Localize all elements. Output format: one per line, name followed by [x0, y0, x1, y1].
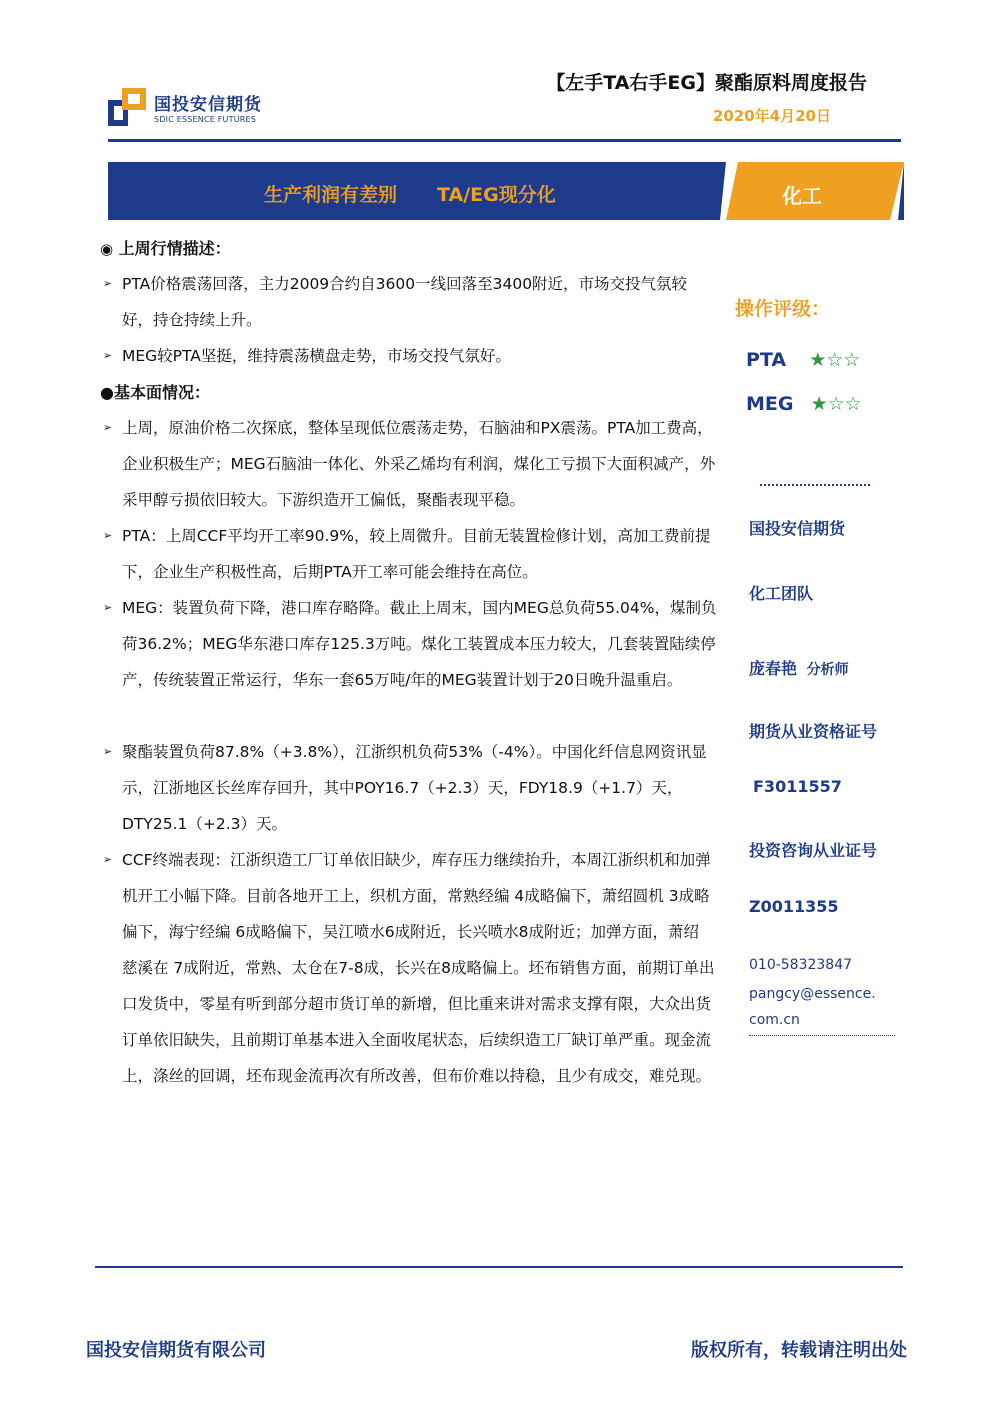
list-item: ➢ MEG较PTA坚挺，维持震荡横盘走势，市场交投气氛好。: [103, 338, 718, 374]
analyst-name: 庞春艳: [749, 659, 798, 678]
arrow-bullet-icon: ➢: [103, 349, 113, 362]
contact-phone: 010-58323847: [749, 957, 853, 973]
rating-row-meg: [746, 393, 862, 415]
sidebar-analyst: [749, 656, 849, 679]
sidebar-bottom-divider: [749, 1035, 895, 1036]
logo-english-name: SDIC ESSENCE FUTURES: [154, 115, 257, 124]
arrow-bullet-icon: ➢: [103, 853, 113, 866]
list-item: ➢ CCF终端表现：江浙织造工厂订单依旧缺少，库存压力继续抬升，本周江浙织机和加弹机开工小幅下降。目前各地开工上，织机方面，常熟经编 4成略偏下，萧绍圆机 3成略偏下，海宁经编 6成略偏下，吴江喷水6成附近，长兴喷水8成附近；加弹方面，萧绍 慈溪在 7成附近，常熟、太仓在7-8成，长兴在8成略偏上。坯布销售方面，前期订单出口发货中，零星有听到部分超市货订单的新增，但比重来讲对需求支撑有限，大众出货订单依旧缺失，且前期订单基本进入全面收尾状态，后续织造工厂缺订单严重。现金流上，涤丝的回调，坯布现金流再次有所改善，但布价难以持稳，且少有成交，难兑现。: [103, 842, 718, 1094]
banner-category: 化工: [782, 184, 822, 208]
company-logo: [108, 88, 268, 130]
star-rating-icon: ★☆☆: [809, 349, 861, 371]
sidebar-divider: [760, 484, 870, 486]
arrow-bullet-icon: ➢: [103, 277, 113, 290]
footer-copyright: 版权所有，转载请注明出处: [691, 1340, 907, 1361]
report-date: 2020年4月20日: [712, 107, 831, 125]
futures-cert-label: 期货从业资格证号: [749, 722, 878, 741]
rating-product-name: PTA: [746, 349, 787, 371]
fundamental-heading: ●基本面情况：: [100, 383, 210, 402]
rating-row-pta: [746, 349, 860, 371]
list-item: ➢ 上周，原油价格二次探底，整体呈现低位震荡走势，石脑油和PX震荡。PTA加工费高，企业积极生产；MEG石脑油一体化、外采乙烯均有利润，煤化工亏损下大面积减产，外采甲醇亏损依旧较大。下游织造开工偏低，聚酯表现平稳。: [103, 410, 718, 518]
rating-product-name: MEG: [746, 393, 794, 415]
arrow-bullet-icon: ➢: [103, 745, 113, 758]
list-item: ➢ MEG：装置负荷下降，港口库存略降。截止上周末，国内MEG总负荷55.04%，煤制负荷36.2%；MEG华东港口库存125.3万吨。煤化工装置成本压力较大，几套装置陆续停产，传统装置正常运行，华东一套65万吨/年的MEG装置计划于20日晚升温重启。: [103, 590, 718, 698]
futures-cert-number: F3011557: [753, 777, 842, 796]
invest-cert-number: Z0011355: [749, 897, 839, 916]
report-title: 【左手TA右手EG】聚酯原料周度报告: [546, 72, 867, 94]
list-item: ➢ PTA价格震荡回落，主力2009合约自3600一线回落至3400附近，市场交投气氛较好，持仓持续上升。: [103, 266, 718, 338]
contact-email-line2: com.cn: [749, 1012, 800, 1028]
arrow-bullet-icon: ➢: [103, 421, 113, 434]
rating-title: 操作评级：: [735, 298, 831, 320]
target-bullet-icon: ◉: [100, 240, 114, 258]
contact-email-line1: pangcy@essence.: [749, 986, 876, 1002]
banner-title: [264, 180, 556, 207]
footer-divider: [95, 1266, 903, 1268]
market-heading: ◉ 上周行情描述：: [100, 239, 231, 258]
arrow-bullet-icon: ➢: [103, 601, 113, 614]
footer-company: 国投安信期货有限公司: [86, 1340, 266, 1361]
invest-cert-label: 投资咨询从业证号: [749, 841, 878, 860]
logo-mark-icon: [108, 88, 146, 126]
analyst-role: 分析师: [806, 662, 849, 678]
banner-title-part2: TA/EG现分化: [437, 184, 556, 206]
logo-chinese-name: 国投安信期货: [154, 95, 262, 115]
list-item: ➢ 聚酯装置负荷87.8%（+3.8%），江浙织机负荷53%（-4%）。中国化纤信息网资讯显示，江浙地区长丝库存回升，其中POY16.7（+2.3）天，FDY18.9（+1.7）天，DTY25.1（+2.3）天。: [103, 734, 718, 842]
arrow-bullet-icon: ➢: [103, 529, 113, 542]
sidebar-company: 国投安信期货: [749, 519, 846, 538]
banner-title-part1: 生产利润有差别: [264, 184, 398, 206]
sidebar-team: 化工团队: [749, 584, 814, 603]
header-divider: [108, 139, 901, 142]
list-item: ➢ PTA：上周CCF平均开工率90.9%，较上周微升。目前无装置检修计划，高加工费前提下，企业生产积极性高，后期PTA开工率可能会维持在高位。: [103, 518, 718, 590]
star-rating-icon: ★☆☆: [810, 393, 862, 415]
